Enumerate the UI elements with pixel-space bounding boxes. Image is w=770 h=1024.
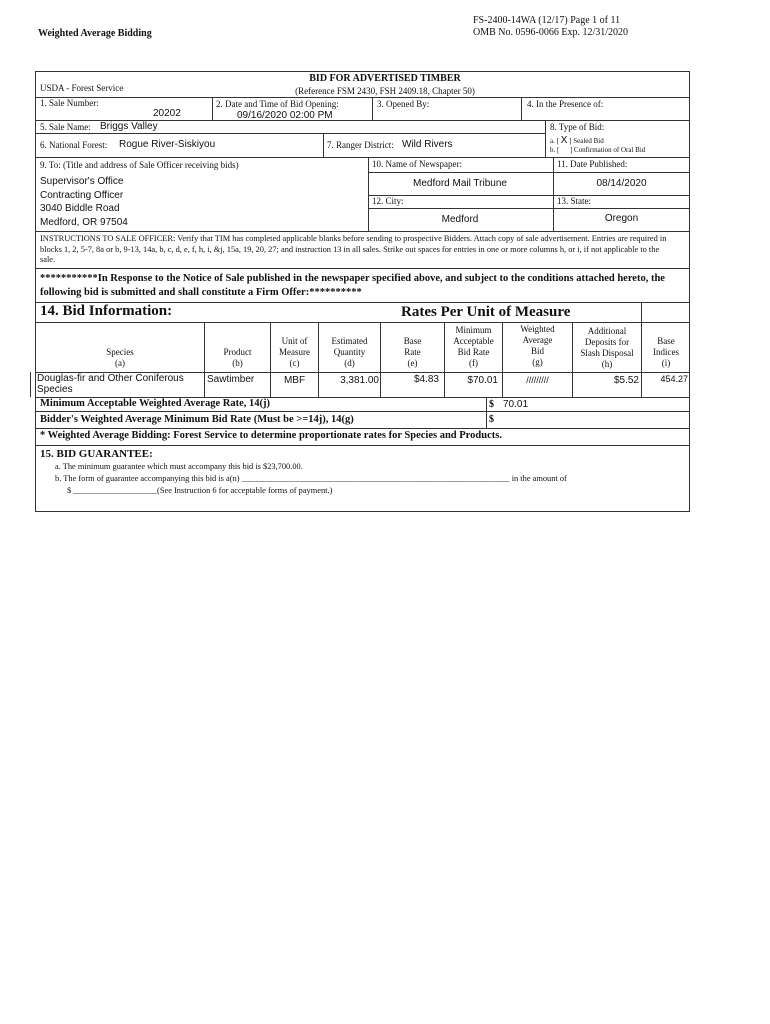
table-cell-slash-disposal: $5.52 (613, 375, 639, 386)
bid-type-label: 8. Type of Bid: (550, 122, 605, 132)
min-weighted-rate-dollar: $ (489, 399, 494, 410)
address-line: Contracting Officer (40, 189, 124, 201)
bid-opening-label: 2. Date and Time of Bid Opening: (216, 99, 339, 109)
bid-information-heading: 14. Bid Information: (40, 303, 173, 319)
sale-name-label: 5. Sale Name: (40, 122, 91, 132)
form-reference: (Reference FSM 2430, FSH 2409.18, Chapter 50) (295, 86, 475, 96)
sale-number-label: 1. Sale Number: (40, 98, 99, 108)
ranger-district-label: 7. Ranger District: (327, 140, 394, 150)
newspaper-label: 10. Name of Newspaper: (372, 159, 462, 169)
newspaper-value: Medford Mail Tribune (413, 178, 507, 189)
col-species: Species (a) (106, 347, 134, 368)
to-label: 9. To: (Title and address of Sale Officer receiving bids) (40, 160, 239, 170)
table-cell-min-bid-rate: $70.01 (467, 375, 498, 386)
agency: USDA - Forest Service (40, 83, 124, 93)
date-published-label: 11. Date Published: (557, 159, 628, 169)
city-value: Medford (441, 214, 479, 225)
bidder-weighted-rate-input[interactable] (500, 412, 685, 427)
col-minimum-bid-rate: Minimum Acceptable Bid Rate (f) (453, 325, 494, 368)
page-header-title: Weighted Average Bidding (38, 28, 152, 39)
national-forest-label: 6. National Forest: (40, 140, 108, 150)
guarantee-line-c: $ ____________________(See Instruction 6 for acceptable forms of payment.) (67, 486, 333, 495)
form-number: FS-2400-14WA (12/17) Page 1 of 11 (473, 15, 621, 26)
date-published-value: 08/14/2020 (596, 178, 647, 189)
bid-type-oral: b. [ ] Confirmation of Oral Bid (550, 146, 646, 154)
table-cell-base-indices: 454.27 (660, 374, 688, 384)
national-forest-value: Rogue River-Siskiyou (119, 139, 216, 150)
bidder-weighted-rate-dollar: $ (489, 414, 494, 425)
sealed-bid-checkbox[interactable]: X (560, 135, 568, 146)
bidder-weighted-rate-label: Bidder's Weighted Average Minimum Bid Rate (Must be >=14j), 14(g) (40, 414, 354, 425)
table-row-species: Douglas-fir and Other Coniferous Species (37, 373, 184, 395)
state-value: Oregon (604, 213, 639, 224)
bid-type-sealed: a. [ X ] Sealed Bid (550, 135, 604, 146)
firm-offer-statement: ***********In Response to the Notice of Sale published in the newspaper specified above, and subject to the conditions attached hereto, the following bid is submitted and shall constitute a Firm Offer:********** (40, 273, 665, 298)
table-cell-unit: MBF (283, 375, 306, 386)
table-cell-base-rate: $4.83 (413, 374, 439, 385)
opened-by-label: 3. Opened By: (377, 99, 430, 109)
presence-label: 4. In the Presence of: (527, 99, 604, 109)
form-title: BID FOR ADVERTISED TIMBER (309, 73, 461, 84)
guarantee-line-a: a. The minimum guarantee which must accompany this bid is $23,700.00. (55, 462, 303, 471)
address-line: Medford, OR 97504 (40, 216, 128, 228)
ranger-district-value: Wild Rivers (402, 139, 453, 150)
instructions-to-sale-officer: INSTRUCTIONS TO SALE OFFICER: Verify that TIM has completed applicable blanks before sending to prospective Bidders. Attach copy of sale advertisement. Entries are required in blocks 1, 2, 5-7, 8a or b, 9-13, 14a, b, c, d, e, f, h, i, &j, 15a, 19, 20, 27; and instruction 13 in all sales. Strike out spaces for entries in one or more columns h, or i, if not applicable to the sale. (40, 234, 667, 264)
bid-opening-value: 09/16/2020 02:00 PM (237, 110, 333, 121)
col-unit-of-measure: Unit of Measure (c) (279, 336, 310, 368)
state-label: 13. State: (557, 196, 591, 206)
weighted-average-footnote: * Weighted Average Bidding: Forest Service to determine proportionate rates for Species and Products. (40, 430, 502, 441)
bid-guarantee-heading: 15. BID GUARANTEE: (40, 448, 153, 460)
min-weighted-rate-value: 70.01 (503, 399, 529, 410)
sale-number-value: 20202 (153, 108, 181, 119)
city-label: 12. City: (372, 196, 404, 206)
rates-per-unit-heading: Rates Per Unit of Measure (401, 304, 571, 320)
min-weighted-rate-label: Minimum Acceptable Weighted Average Rate, 14(j) (40, 398, 270, 409)
address-line: Supervisor's Office (40, 176, 124, 187)
table-cell-product: Sawtimber (207, 374, 255, 385)
col-weighted-average-bid: Weighted Average Bid (g) (520, 324, 555, 367)
sale-officer-address (40, 175, 128, 229)
address-line: 3040 Biddle Road (40, 203, 120, 214)
col-base-rate: Base Rate (e) (403, 336, 422, 368)
sale-name-value: Briggs Valley (100, 121, 158, 132)
col-estimated-quantity: Estimated Quantity (d) (331, 336, 368, 368)
omb-number: OMB No. 0596-0066 Exp. 12/31/2020 (473, 27, 628, 38)
col-product: Product (b) (223, 347, 252, 368)
guarantee-line-b: b. The form of guarantee accompanying this bid is a(n) ________________________________________________________________ in the amount of (55, 474, 567, 483)
table-cell-quantity: 3,381.00 (340, 375, 379, 386)
table-cell-weighted-avg[interactable]: ///////// (526, 375, 549, 385)
col-base-indices: Base Indices (i) (653, 336, 679, 368)
col-slash-disposal: Additional Deposits for Slash Disposal (h) (580, 326, 634, 369)
